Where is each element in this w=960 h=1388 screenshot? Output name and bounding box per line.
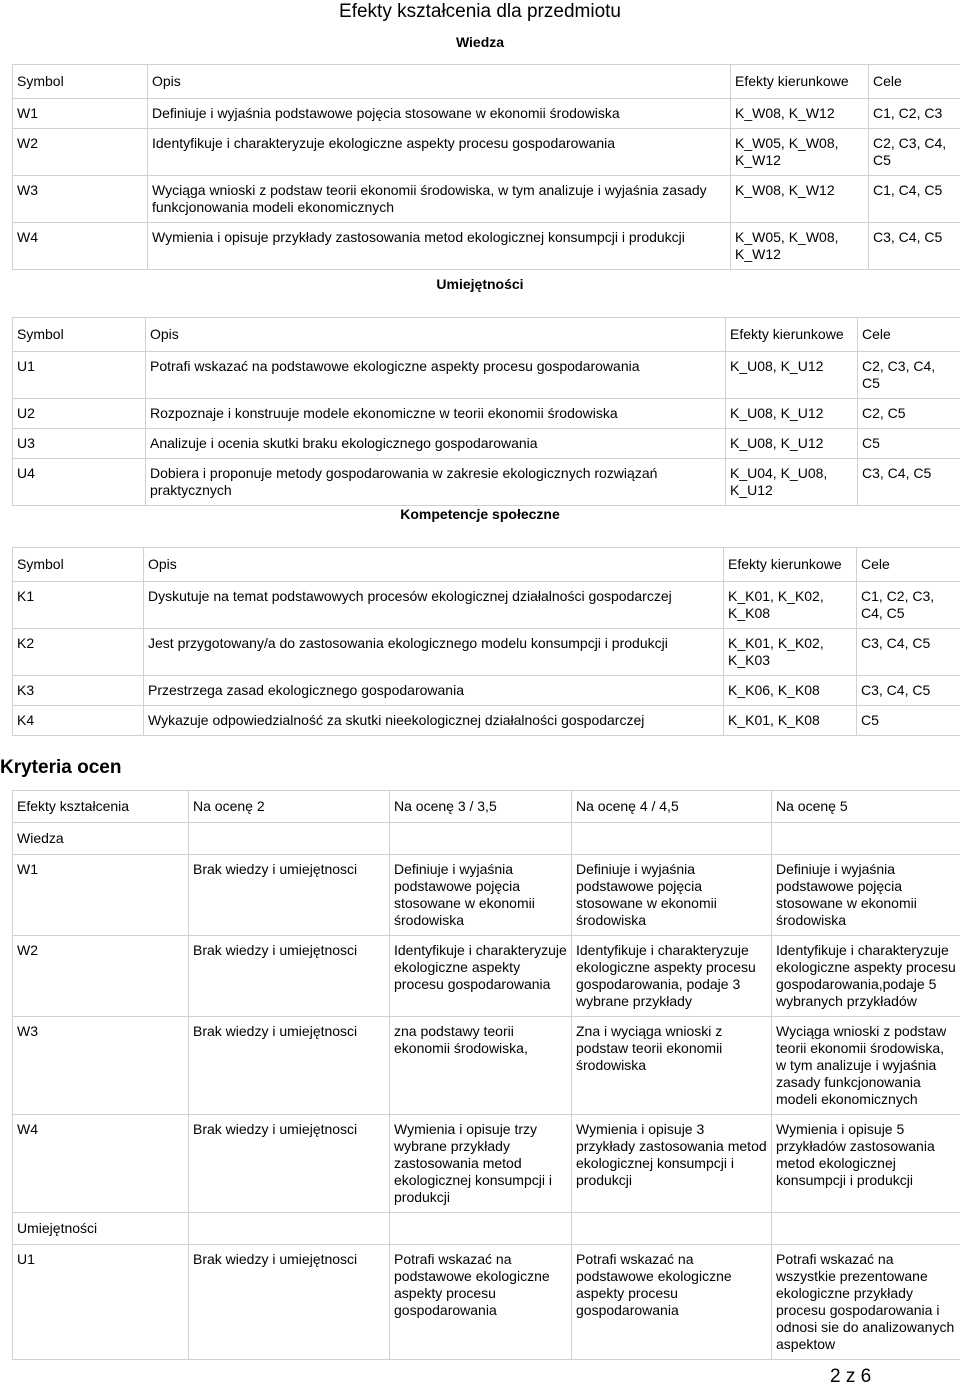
column-header-goals: Cele: [857, 548, 960, 582]
cell-outcome: W2: [13, 936, 189, 1017]
knowledge-heading: Wiedza: [0, 34, 960, 51]
cell-program-outcomes: K_W08, K_W12: [731, 176, 869, 223]
cell-grade-2: Brak wiedzy i umiejętnosci: [189, 855, 390, 936]
page-title: Efekty kształcenia dla przedmiotu: [0, 0, 960, 24]
cell-program-outcomes: K_U08, K_U12: [726, 352, 858, 399]
cell-description: Wykazuje odpowiedzialność za skutki nieekologicznej działalności gospodarczej: [144, 706, 724, 736]
cell-grade-4: Wymienia i opisuje 3 przykłady zastosowania metod ekologicznej konsumpcji i produkcji: [572, 1115, 772, 1213]
cell-grade-4: Identyfikuje i charakteryzuje ekologiczne aspekty procesu gospodarowania, podaje 3 wybrane przykłady: [572, 936, 772, 1017]
cell-description: Przestrzega zasad ekologicznego gospodarowania: [144, 676, 724, 706]
table-row: [13, 582, 960, 629]
table-row: [13, 855, 960, 936]
cell-symbol: W3: [13, 176, 148, 223]
cell-program-outcomes: K_K01, K_K02, K_K03: [724, 629, 857, 676]
column-header-grade-4: Na ocenę 4 / 4,5: [572, 791, 772, 823]
cell-symbol: U4: [13, 459, 146, 506]
cell-symbol: U2: [13, 399, 146, 429]
cell-symbol: K3: [13, 676, 144, 706]
table-row: [13, 429, 960, 459]
column-header-program-outcomes: Efekty kierunkowe: [726, 318, 858, 352]
page-number: 2 z 6: [830, 1366, 871, 1388]
column-header-symbol: Symbol: [13, 318, 146, 352]
cell-grade-5: Wyciąga wnioski z podstaw teorii ekonomii środowiska, w tym analizuje i wyjaśnia zasady funkcjonowania modeli ekonomicznych: [772, 1017, 960, 1115]
cell-grade-3: zna podstawy teorii ekonomii środowiska,: [390, 1017, 572, 1115]
cell-program-outcomes: K_K06, K_K08: [724, 676, 857, 706]
column-header-description: Opis: [146, 318, 726, 352]
cell-symbol: K2: [13, 629, 144, 676]
column-header-grade-3: Na ocenę 3 / 3,5: [390, 791, 572, 823]
column-header-grade-2: Na ocenę 2: [189, 791, 390, 823]
cell-goals: C5: [858, 429, 960, 459]
cell-symbol: U1: [13, 352, 146, 399]
section-label: Umiejętności: [13, 1213, 189, 1245]
cell-goals: C1, C4, C5: [869, 176, 960, 223]
cell-program-outcomes: K_U04, K_U08, K_U12: [726, 459, 858, 506]
cell-program-outcomes: K_U08, K_U12: [726, 399, 858, 429]
table-row: [13, 1245, 960, 1360]
column-header-symbol: Symbol: [13, 65, 148, 99]
column-header-description: Opis: [144, 548, 724, 582]
column-header-program-outcomes: Efekty kierunkowe: [731, 65, 869, 99]
cell-description: Identyfikuje i charakteryzuje ekologiczne aspekty procesu gospodarowania: [148, 129, 731, 176]
cell-description: Analizuje i ocenia skutki braku ekologicznego gospodarowania: [146, 429, 726, 459]
table-row: [13, 223, 960, 270]
social-competences-heading: Kompetencje społeczne: [0, 506, 960, 523]
table-row: [13, 459, 960, 506]
cell-grade-2: Brak wiedzy i umiejętnosci: [189, 1017, 390, 1115]
cell-goals: C2, C3, C4, C5: [869, 129, 960, 176]
section-label: Wiedza: [13, 823, 189, 855]
cell-grade-5: Identyfikuje i charakteryzuje ekologiczne aspekty procesu gospodarowania,podaje 5 wybranych przykładów: [772, 936, 960, 1017]
cell-outcome: W1: [13, 855, 189, 936]
cell-symbol: W4: [13, 223, 148, 270]
table-row: [13, 1115, 960, 1213]
cell-program-outcomes: K_W05, K_W08, K_W12: [731, 223, 869, 270]
cell-goals: C3, C4, C5: [858, 459, 960, 506]
cell-goals: C1, C2, C3: [869, 99, 960, 129]
cell-goals: C1, C2, C3, C4, C5: [857, 582, 960, 629]
cell-description: Rozpoznaje i konstruuje modele ekonomiczne w teorii ekonomii środowiska: [146, 399, 726, 429]
cell-symbol: W2: [13, 129, 148, 176]
cell-grade-4: Zna i wyciąga wnioski z podstaw teorii ekonomii środowiska: [572, 1017, 772, 1115]
skills-table: [12, 317, 960, 506]
cell-grade-5: Wymienia i opisuje 5 przykładów zastosowania metod ekologicznej konsumpcji i produkcji: [772, 1115, 960, 1213]
cell-grade-2: Brak wiedzy i umiejętnosci: [189, 1245, 390, 1360]
grading-criteria-heading: Kryteria ocen: [0, 756, 121, 780]
cell-goals: C3, C4, C5: [869, 223, 960, 270]
cell-program-outcomes: K_K01, K_K02, K_K08: [724, 582, 857, 629]
table-row: [13, 936, 960, 1017]
cell-symbol: K4: [13, 706, 144, 736]
table-row: [13, 176, 960, 223]
cell-program-outcomes: K_W08, K_W12: [731, 99, 869, 129]
cell-description: Dyskutuje na temat podstawowych procesów ekologicznej działalności gospodarczej: [144, 582, 724, 629]
section-row-skills: [13, 1213, 960, 1245]
cell-program-outcomes: K_U08, K_U12: [726, 429, 858, 459]
table-row: [13, 129, 960, 176]
cell-grade-4: Definiuje i wyjaśnia podstawowe pojęcia stosowane w ekonomii środowiska: [572, 855, 772, 936]
table-header-row: [13, 548, 960, 582]
column-header-grade-5: Na ocenę 5: [772, 791, 960, 823]
cell-outcome: W3: [13, 1017, 189, 1115]
cell-symbol: K1: [13, 582, 144, 629]
cell-goals: C2, C3, C4, C5: [858, 352, 960, 399]
cell-goals: C5: [857, 706, 960, 736]
cell-program-outcomes: K_K01, K_K08: [724, 706, 857, 736]
cell-description: Dobiera i proponuje metody gospodarowania w zakresie ekologicznych rozwiązań praktycznych: [146, 459, 726, 506]
cell-grade-3: Definiuje i wyjaśnia podstawowe pojęcia stosowane w ekonomii środowiska: [390, 855, 572, 936]
cell-goals: C3, C4, C5: [857, 629, 960, 676]
table-row: [13, 629, 960, 676]
cell-description: Potrafi wskazać na podstawowe ekologiczne aspekty procesu gospodarowania: [146, 352, 726, 399]
cell-outcome: W4: [13, 1115, 189, 1213]
cell-program-outcomes: K_W05, K_W08, K_W12: [731, 129, 869, 176]
column-header-symbol: Symbol: [13, 548, 144, 582]
cell-grade-4: Potrafi wskazać na podstawowe ekologiczne aspekty procesu gospodarowania: [572, 1245, 772, 1360]
cell-symbol: W1: [13, 99, 148, 129]
table-row: [13, 706, 960, 736]
cell-description: Wyciąga wnioski z podstaw teorii ekonomii środowiska, w tym analizuje i wyjaśnia zasady funkcjonowania modeli ekonomicznych: [148, 176, 731, 223]
cell-description: Jest przygotowany/a do zastosowania ekologicznego modelu konsumpcji i produkcji: [144, 629, 724, 676]
table-row: [13, 676, 960, 706]
cell-goals: C2, C5: [858, 399, 960, 429]
table-header-row: [13, 791, 960, 823]
cell-description: Wymienia i opisuje przykłady zastosowania metod ekologicznej konsumpcji i produkcji: [148, 223, 731, 270]
cell-grade-2: Brak wiedzy i umiejętnosci: [189, 1115, 390, 1213]
table-row: [13, 99, 960, 129]
cell-goals: C3, C4, C5: [857, 676, 960, 706]
column-header-learning-outcomes: Efekty kształcenia: [13, 791, 189, 823]
cell-grade-2: Brak wiedzy i umiejętnosci: [189, 936, 390, 1017]
cell-symbol: U3: [13, 429, 146, 459]
table-row: [13, 399, 960, 429]
cell-grade-3: Wymienia i opisuje trzy wybrane przykłady zastosowania metod ekologicznej konsumpcji i produkcji: [390, 1115, 572, 1213]
cell-outcome: U1: [13, 1245, 189, 1360]
social-competences-table: [12, 547, 960, 736]
table-header-row: [13, 318, 960, 352]
cell-grade-5: Potrafi wskazać na wszystkie prezentowane ekologiczne przykłady procesu gospodarowania i odnosi sie do analizowanych aspektow: [772, 1245, 960, 1360]
cell-description: Definiuje i wyjaśnia podstawowe pojęcia stosowane w ekonomii środowiska: [148, 99, 731, 129]
column-header-program-outcomes: Efekty kierunkowe: [724, 548, 857, 582]
table-row: [13, 352, 960, 399]
skills-heading: Umiejętności: [0, 276, 960, 293]
table-header-row: [13, 65, 960, 99]
section-row-knowledge: [13, 823, 960, 855]
column-header-goals: Cele: [869, 65, 960, 99]
table-row: [13, 1017, 960, 1115]
cell-grade-3: Identyfikuje i charakteryzuje ekologiczne aspekty procesu gospodarowania: [390, 936, 572, 1017]
cell-grade-5: Definiuje i wyjaśnia podstawowe pojęcia stosowane w ekonomii środowiska: [772, 855, 960, 936]
grading-criteria-table: [12, 790, 960, 1360]
knowledge-table: [12, 64, 960, 270]
column-header-description: Opis: [148, 65, 731, 99]
column-header-goals: Cele: [858, 318, 960, 352]
cell-grade-3: Potrafi wskazać na podstawowe ekologiczne aspekty procesu gospodarowania: [390, 1245, 572, 1360]
